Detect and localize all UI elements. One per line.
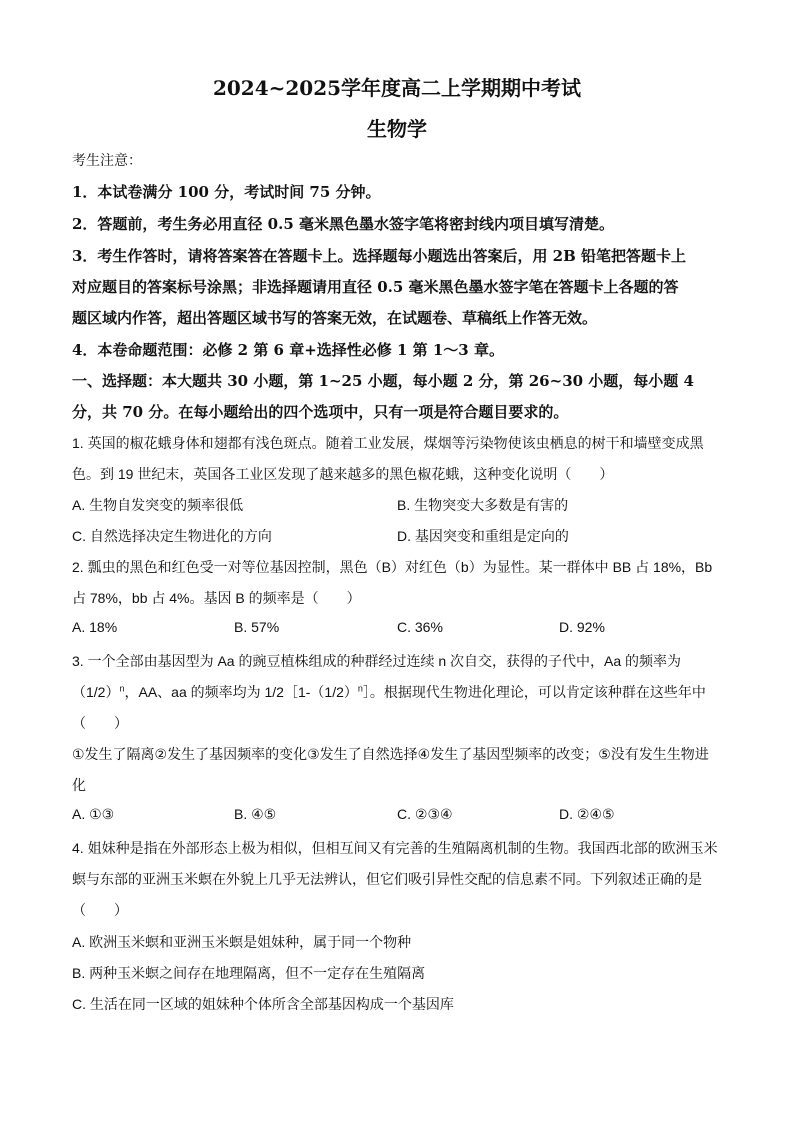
section-heading-line-1: 一、选择题：本大题共 30 小题，第 1~25 小题，每小题 2 分，第 26~30 小题，每小题 4 [72, 372, 694, 390]
question-4-stem-line-1: 4. 姐妹种是指在外部形态上极为相似，但相互间又有完善的生殖隔离机制的生物。我国西北部的欧洲玉米 [72, 840, 718, 856]
question-3-option-b: B. ④⑤ [234, 806, 277, 822]
exam-subject: 生物学 [367, 117, 427, 141]
question-3-option-d: D. ②④⑤ [559, 806, 615, 822]
question-2-option-b: B. 57% [234, 619, 280, 635]
notice-item-3-line-1: 3．考生作答时，请将答案答在答题卡上。选择题每小题选出答案后，用 2B 铅笔把答题卡上 [72, 247, 687, 265]
question-1-option-b: B. 生物突变大多数是有害的 [397, 497, 569, 513]
notice-item-3-line-3: 题区域内作答，超出答题区域书写的答案无效，在试题卷、草稿纸上作答无效。 [72, 309, 598, 327]
notice-item-1: 1．本试卷满分 100 分，考试时间 75 分钟。 [72, 183, 381, 201]
notice-item-2: 2．答题前，考生务必用直径 0.5 毫米黑色墨水签字笔将密封线内项目填写清楚。 [72, 215, 614, 233]
question-3-option-a: A. ①③ [72, 806, 115, 822]
question-4-option-a: A. 欧洲玉米螟和亚洲玉米螟是姐妹种，属于同一个物种 [72, 934, 412, 950]
question-1-option-d: D. 基因突变和重组是定向的 [397, 528, 569, 544]
question-3-stem-line-2 [72, 682, 706, 702]
question-3-blank: （ ） [72, 715, 128, 731]
question-3-statements-line-1: ①发生了隔离②发生了基因频率的变化③发生了自然选择④发生了基因型频率的改变；⑤没有发生生物进 [72, 746, 709, 762]
question-3-option-c: C. ②③④ [397, 806, 453, 822]
section-heading-line-2: 分，共 70 分。在每小题给出的四个选项中，只有一项是符合题目要求的。 [72, 403, 569, 421]
q3-exponent-1: n [119, 683, 125, 694]
notice-item-4: 4．本卷命题范围：必修 2 第 6 章+选择性必修 1 第 1～3 章。 [72, 341, 504, 359]
question-4-option-c: C. 生活在同一区域的姐妹种个体所含全部基因构成一个基因库 [72, 996, 454, 1012]
question-2-stem-line-1: 2. 瓢虫的黑色和红色受一对等位基因控制，黑色（B）对红色（b）为显性。某一群体中 BB 占 18%，Bb [72, 559, 713, 575]
question-2-option-c: C. 36% [397, 619, 443, 635]
question-3-statements-line-2: 化 [72, 777, 86, 793]
notice-heading: 考生注意： [72, 153, 142, 169]
question-1-option-c: C. 自然选择决定生物进化的方向 [72, 528, 272, 544]
question-3-stem-line-1: 3. 一个全部由基因型为 Aa 的豌豆植株组成的种群经过连续 n 次自交，获得的子代中，Aa 的频率为 [72, 653, 682, 669]
q3-stem-tail: ］。根据现代生物进化理论，可以肯定该种群在这些年中 [362, 684, 706, 700]
question-4-option-b: B. 两种玉米螟之间存在地理隔离，但不一定存在生殖隔离 [72, 965, 426, 981]
question-1-stem-line-2: 色。到 19 世纪末，英国各工业区发现了越来越多的黑色椒花蛾，这种变化说明（ ） [72, 466, 614, 482]
exam-title: 2024~2025学年度高二上学期期中考试 [212, 76, 582, 100]
q3-frac-1: （1/2） [72, 684, 120, 700]
q3-frac-2: ，AA、aa 的频率均为 1/2［1-（1/2） [124, 684, 358, 700]
question-2-option-d: D. 92% [559, 619, 605, 635]
question-2-stem-line-2: 占 78%，bb 占 4%。基因 B 的频率是（ ） [72, 590, 361, 606]
question-4-blank: （ ） [72, 902, 128, 918]
question-1-option-a: A. 生物自发突变的频率很低 [72, 497, 244, 513]
question-2-option-a: A. 18% [72, 619, 118, 635]
notice-item-3-line-2: 对应题目的答案标号涂黑；非选择题请用直径 0.5 毫米黑色墨水签字笔在答题卡上各题的答 [72, 278, 679, 296]
question-1-stem-line-1: 1. 英国的椒花蛾身体和翅都有浅色斑点。随着工业发展，煤烟等污染物使该虫栖息的树干和墙壁变成黑 [72, 435, 704, 451]
q3-exponent-2: n [357, 683, 363, 694]
question-4-stem-line-2: 螟与东部的亚洲玉米螟在外貌上几乎无法辨认，但它们吸引异性交配的信息素不同。下列叙述正确的是 [72, 871, 702, 887]
